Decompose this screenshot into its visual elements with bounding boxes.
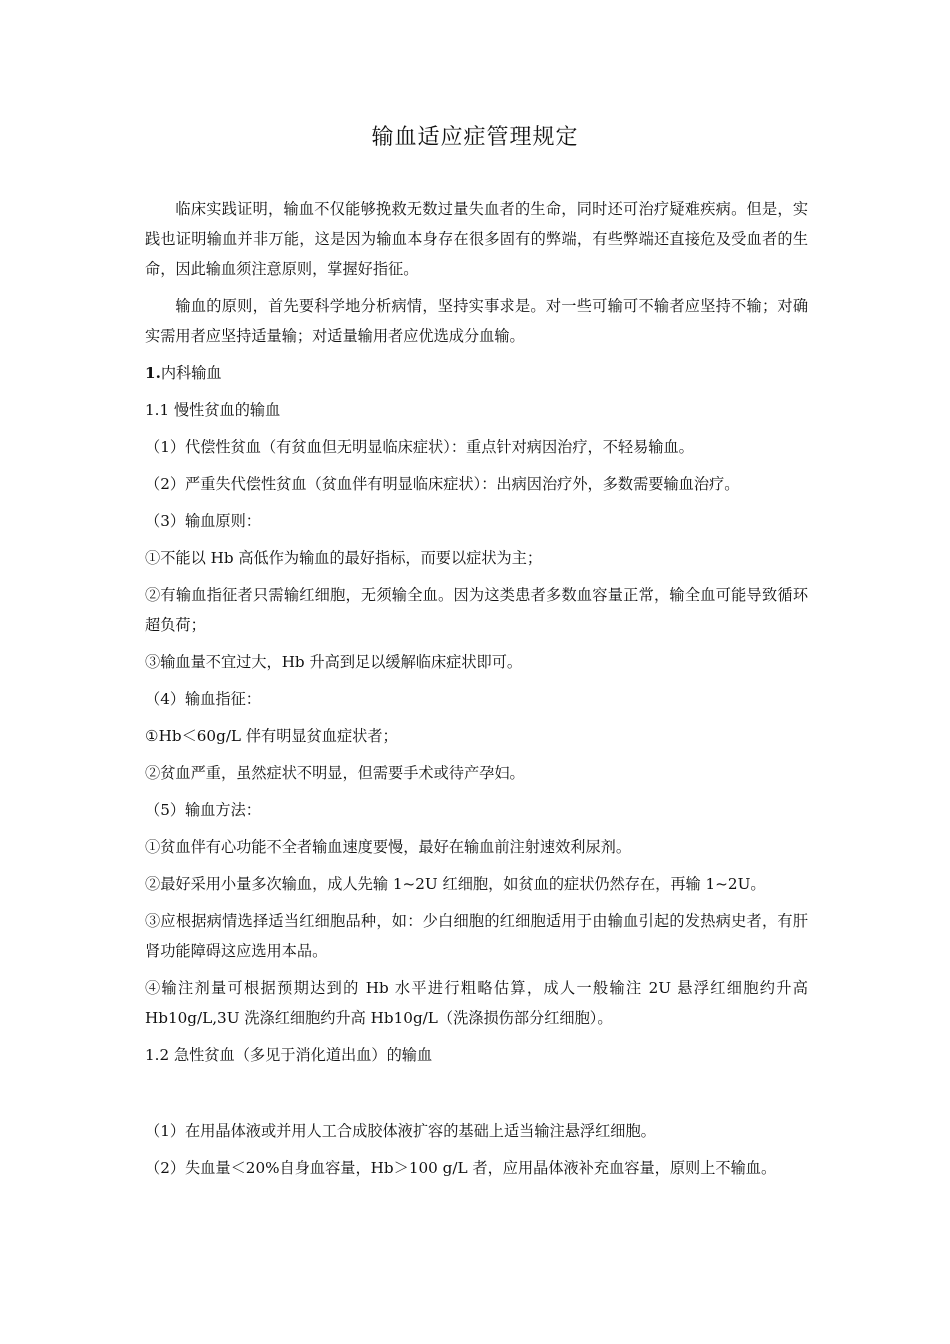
section-1-number: 1. [145,364,161,382]
item-1-1-3-c: ③输血量不宜过大，Hb 升高到足以缓解临床症状即可。 [145,653,523,671]
section-1-heading [145,358,808,388]
section-1-title: 内科输血 [160,364,222,382]
document-body [145,194,808,1190]
item-1-1-4: （4）输血指征： [145,690,261,708]
item-1-1-4-a: ①Hb＜60g/L 伴有明显贫血症状者； [145,727,398,745]
item-1-2-2: （2）失血量＜20%自身血容量，Hb＞100 g/L 者，应用晶体液补充血容量，原则上不输血。 [145,1159,777,1177]
item-1-1-5-c: ③应根据病情选择适当红细胞品种，如：少白细胞的红细胞适用于由输血引起的发热病史者，有肝肾功能障碍这应选用本品。 [145,912,808,960]
item-1-1-5-d: ④输注剂量可根据预期达到的 Hb 水平进行粗略估算，成人一般输注 2U 悬浮红细胞约升高 Hb10g/L,3U 洗涤红细胞约升高 Hb10g/L（洗涤损伤部分红细胞）。 [145,979,808,1027]
item-1-1-3-b: ②有输血指征者只需输红细胞，无须输全血。因为这类患者多数血容量正常，输全血可能导致循环超负荷； [145,586,808,634]
item-1-1-5-b: ②最好采用小量多次输血，成人先输 1~2U 红细胞，如贫血的症状仍然存在，再输 1~2U。 [145,875,766,893]
intro-paragraph-1: 临床实践证明，输血不仅能够挽救无数过量失血者的生命，同时还可治疗疑难疾病。但是，实践也证明输血并非万能，这是因为输血本身存在很多固有的弊端，有些弊端还直接危及受血者的生命，因此输血须注意原则，掌握好指征。 [145,200,808,278]
item-1-1-3-a: ①不能以 Hb 高低作为输血的最好指标，而要以症状为主； [145,549,543,567]
item-1-1-2: （2）严重失代偿性贫血（贫血伴有明显临床症状）：出病因治疗外，多数需要输血治疗。 [145,475,740,493]
subsection-1-1-heading: 1.1 慢性贫血的输血 [145,401,281,419]
subsection-1-2-heading: 1.2 急性贫血（多见于消化道出血）的输血 [145,1046,433,1064]
intro-paragraph-2: 输血的原则，首先要科学地分析病情，坚持实事求是。对一些可输可不输者应坚持不输；对确实需用者应坚持适量输；对适量输用者应优选成分血输。 [145,297,808,345]
item-1-1-5-a: ①贫血伴有心功能不全者输血速度要慢，最好在输血前注射速效利尿剂。 [145,838,631,856]
item-1-1-4-b: ②贫血严重，虽然症状不明显，但需要手术或待产孕妇。 [145,764,525,782]
item-1-1-5: （5）输血方法： [145,801,261,819]
item-1-2-1: （1）在用晶体液或并用人工合成胶体液扩容的基础上适当输注悬浮红细胞。 [145,1122,656,1140]
item-1-1-3: （3）输血原则： [145,512,261,530]
document-title: 输血适应症管理规定 [371,125,579,150]
item-1-1-1: （1）代偿性贫血（有贫血但无明显临床症状）：重点针对病因治疗，不轻易输血。 [145,438,694,456]
